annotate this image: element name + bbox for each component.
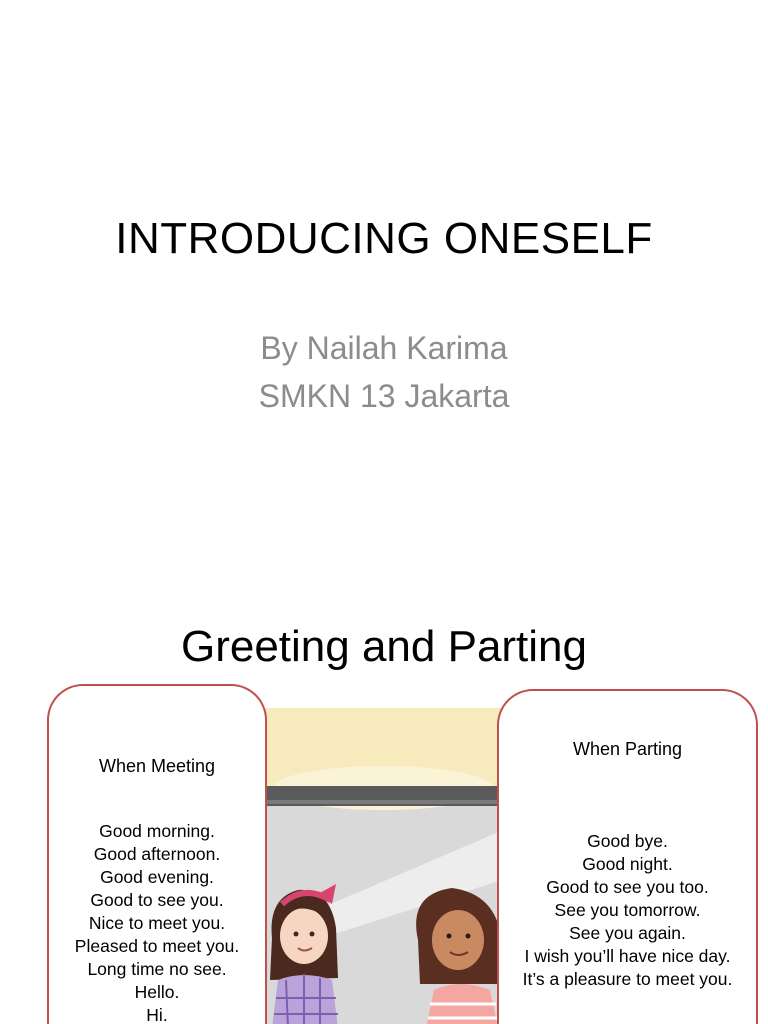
illustration-two-girls [258,708,508,1024]
list-item: Hello. [134,982,180,1002]
slide-title: Greeting and Parting [180,622,588,671]
list-item: Good night. [582,854,673,874]
list-item: Hi. [146,1005,168,1024]
parting-list [499,830,756,991]
list-item: Good to see you. [90,890,224,910]
girl-left-figure [270,884,338,1024]
greeting-slide [0,576,768,1024]
list-item: I wish you’ll have nice day. [524,946,731,966]
list-item: Good to see you too. [546,877,709,897]
list-item: Long time no see. [87,959,227,979]
list-item: Nice to meet you. [88,913,226,933]
list-item: It’s a pleasure to meet you. [522,969,733,989]
meeting-heading: When Meeting [98,756,216,776]
list-item: Good evening. [100,867,214,887]
list-item: See you tomorrow. [554,900,701,920]
parting-card [497,689,758,1024]
list-item: See you again. [569,923,686,943]
parting-heading: When Parting [572,739,683,759]
list-item: Good bye. [587,831,668,851]
list-item: Good afternoon. [93,844,221,864]
school-line: SMKN 13 Jakarta [258,378,510,414]
meeting-card [47,684,267,1024]
list-item: Good morning. [99,821,215,841]
meeting-list [49,820,265,1024]
list-item: Pleased to meet you. [74,936,240,956]
author-line: By Nailah Karima [260,330,508,366]
presentation-title: INTRODUCING ONESELF [115,214,653,263]
